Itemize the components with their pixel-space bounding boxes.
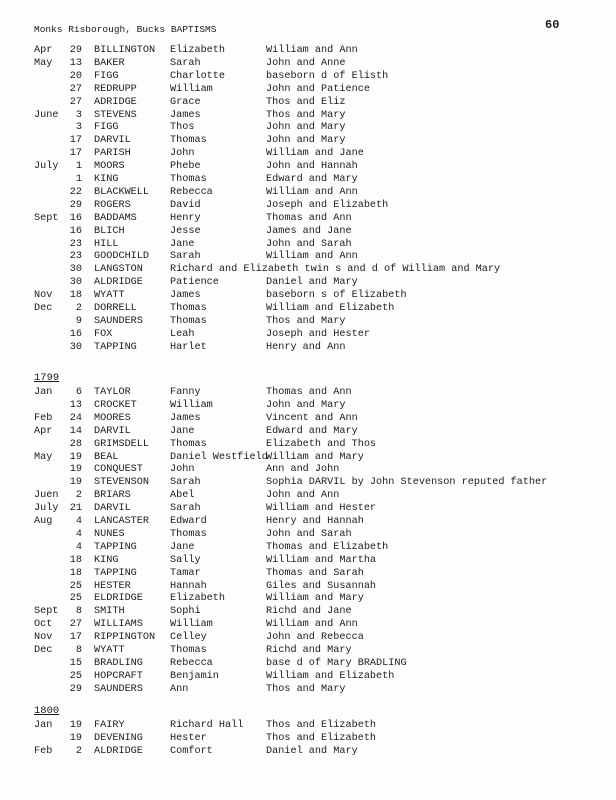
surname: ALDRIDGE [94,745,143,757]
surname: FAIRY [94,720,125,731]
day: 22 [69,186,82,198]
given-name: Jane [170,238,195,250]
parents: William and Ann [266,619,358,631]
surname: STEVENS [94,109,137,121]
day: 13 [69,57,82,69]
given-name: Thomas [170,315,207,327]
given-name: Elizabeth [170,45,226,56]
day: 18 [69,290,82,302]
parents: William and Hester [266,503,377,515]
parents: Joseph and Hester [266,328,370,340]
given-name: Richard Hall [170,720,244,731]
parents: William and Mary [266,451,364,463]
day: 25 [69,580,82,592]
given-name: Elizabeth [170,593,226,605]
day: 13 [69,399,82,411]
parents: Thos and Mary [266,683,346,695]
day: 19 [69,451,82,463]
parents: Richd and Mary [266,645,352,656]
day: 9 [75,315,82,327]
surname: NUNES [94,528,125,540]
day: 1 [75,161,82,173]
given-name: Thomas [170,174,207,185]
surname: REDRUPP [94,83,137,95]
surname: DARVIL [94,425,131,437]
month: Nov [34,290,53,302]
parents: John and Rebecca [266,632,364,644]
surname: BAKER [94,57,125,69]
day: 27 [69,619,82,631]
surname: MOORS [94,161,125,173]
given-name: Thos [170,122,195,134]
month: Aug [34,516,53,527]
day: 8 [75,645,82,656]
surname: PARISH [94,148,131,160]
surname: FIGG [94,122,119,134]
surname: DEVENING [94,732,143,744]
parents: John and Mary [266,399,346,411]
day: 1 [75,174,82,185]
day: 16 [69,212,82,224]
given-name: Hannah [170,580,207,592]
parents: William and Elizabeth [266,670,395,682]
parents: Vincent and Ann [266,412,358,424]
given-name: James [170,290,201,302]
parents: John and Mary [266,122,346,134]
given-name: Benjamin [170,670,219,682]
day: 18 [69,554,82,566]
day: 19 [69,477,82,489]
surname: LANCASTER [94,516,150,527]
surname: CONQUEST [94,464,143,476]
month: Jan [34,720,53,731]
given-name: Thomas [170,528,207,540]
day: 15 [69,657,82,669]
surname: ALDRIDGE [94,277,143,289]
parents: Thos and Elizabeth [266,720,377,731]
parents: Daniel and Mary [266,277,358,289]
parents: Thomas and Ann [266,387,352,398]
given-name: Grace [170,96,201,108]
given-name: Jane [170,541,195,553]
day: 21 [69,503,82,515]
day: 17 [69,148,82,160]
given-name: James [170,412,201,424]
month: May [34,57,53,69]
given-name: John [170,148,195,160]
surname: BRADLING [94,657,143,669]
surname: KING [94,554,119,566]
month: May [34,451,53,463]
parents: William and Martha [266,554,377,566]
day: 19 [69,720,82,731]
surname: SMITH [94,606,125,618]
given-name: Thomas [170,645,207,656]
parents: William and Jane [266,148,364,160]
parents: John and Hannah [266,161,358,173]
day: 6 [75,387,82,398]
year-heading: 1799 [34,372,60,384]
month: Jan [34,387,53,398]
given-name: Daniel Westfield [170,451,268,463]
month: Feb [34,412,53,424]
day: 23 [69,251,82,263]
given-name: Phebe [170,161,201,173]
month: Sept [34,212,59,224]
day: 4 [75,541,82,553]
surname: SAUNDERS [94,683,143,695]
day: 14 [69,425,82,437]
day: 3 [75,122,82,134]
given-name: Celley [170,632,207,644]
surname: CROCKET [94,399,137,411]
given-name: Richard and Elizabeth twin s and d of William and Mary [170,264,501,276]
year-heading: 1800 [34,705,60,717]
surname: WILLIAMS [94,619,143,631]
surname: HESTER [94,580,131,592]
parents: Henry and Hannah [266,516,364,527]
parents: John and Ann [266,490,340,502]
surname: TAYLOR [94,387,131,398]
month: July [34,503,59,515]
parents: William and Ann [266,45,358,56]
day: 2 [75,303,82,314]
day: 25 [69,593,82,605]
given-name: William [170,83,213,95]
parents: Thomas and Elizabeth [266,541,389,553]
month: Juen [34,490,59,502]
surname: ROGERS [94,199,131,211]
day: 2 [75,745,82,757]
day: 27 [69,83,82,95]
month: Oct [34,619,53,631]
day: 30 [69,341,82,353]
day: 29 [69,683,82,695]
page-number: 60 [545,18,560,32]
parents: Joseph and Elizabeth [266,199,389,211]
surname: LANGSTON [94,264,143,276]
surname: TAPPING [94,341,137,353]
parents: baseborn d of Elisth [266,70,389,82]
month: June [34,109,59,121]
surname: BEAL [94,451,119,463]
day: 3 [75,109,82,121]
given-name: Hester [170,732,207,744]
surname: BLICH [94,225,125,237]
surname: DARVIL [94,135,131,147]
given-name: Patience [170,277,219,289]
parents: John and Anne [266,57,346,69]
surname: BLACKWELL [94,186,150,198]
parents: Thos and Mary [266,315,346,327]
day: 19 [69,464,82,476]
given-name: Fanny [170,387,201,398]
given-name: Ann [170,683,189,695]
parents: Giles and Susannah [266,580,377,592]
parents: Thos and Elizabeth [266,732,377,744]
given-name: James [170,109,201,121]
surname: GRIMSDELL [94,438,150,450]
day: 16 [69,225,82,237]
given-name: Leah [170,328,195,340]
month: Apr [34,425,53,437]
surname: FIGG [94,70,119,82]
day: 17 [69,632,82,644]
parents: base d of Mary BRADLING [266,657,407,669]
given-name: William [170,619,213,631]
day: 2 [75,490,82,502]
parents: William and Mary [266,593,364,605]
surname: BRIARS [94,490,131,502]
parents: Thomas and Sarah [266,567,364,579]
day: 16 [69,328,82,340]
given-name: Charlotte [170,70,226,82]
given-name: Thomas [170,438,207,450]
parents: William and Ann [266,251,358,263]
day: 30 [69,264,82,276]
month: July [34,161,59,173]
parents: Edward and Mary [266,425,358,437]
parents: Thomas and Ann [266,212,352,224]
day: 27 [69,96,82,108]
parents: John and Sarah [266,238,352,250]
parents: Richd and Jane [266,606,352,618]
given-name: Sophi [170,606,201,618]
given-name: John [170,464,195,476]
given-name: Sarah [170,57,201,69]
month: Dec [34,645,53,656]
surname: TAPPING [94,567,137,579]
surname: WYATT [94,645,125,656]
given-name: Harlet [170,341,207,353]
parents: John and Sarah [266,528,352,540]
parents: Edward and Mary [266,174,358,185]
day: 29 [69,199,82,211]
parents: Sophia DARVIL by John Stevenson reputed father [266,477,548,489]
parents: Henry and Ann [266,341,346,353]
surname: BILLINGTON [94,45,156,56]
given-name: Thomas [170,135,207,147]
day: 18 [69,567,82,579]
day: 25 [69,670,82,682]
day: 23 [69,238,82,250]
surname: DARVIL [94,503,131,515]
day: 24 [69,412,82,424]
given-name: Sarah [170,503,201,515]
surname: GOODCHILD [94,251,150,263]
month: Nov [34,632,53,644]
parents: William and Elizabeth [266,303,395,314]
parents: baseborn s of Elizabeth [266,290,407,302]
surname: HOPCRAFT [94,670,143,682]
given-name: Henry [170,212,201,224]
page-header: Monks Risborough, Bucks BAPTISMS [34,24,217,35]
month: Apr [34,45,53,56]
surname: FOX [94,328,113,340]
surname: WYATT [94,290,125,302]
parents: Ann and John [266,464,340,476]
day: 4 [75,528,82,540]
surname: TAPPING [94,541,137,553]
surname: ADRIDGE [94,96,137,108]
day: 19 [69,732,82,744]
day: 4 [75,516,82,527]
surname: RIPPINGTON [94,632,156,644]
parents: Daniel and Mary [266,745,358,757]
day: 8 [75,606,82,618]
parents: James and Jane [266,225,352,237]
given-name: Jesse [170,225,201,237]
given-name: Abel [170,490,195,502]
parents: Thos and Eliz [266,96,346,108]
given-name: Edward [170,516,207,527]
surname: STEVENSON [94,477,150,489]
given-name: William [170,399,213,411]
parents: Thos and Mary [266,109,346,121]
given-name: Sally [170,554,201,566]
parents: John and Mary [266,135,346,147]
parents: William and Ann [266,186,358,198]
given-name: Sarah [170,477,201,489]
given-name: Comfort [170,745,213,757]
day: 17 [69,135,82,147]
surname: ELDRIDGE [94,593,143,605]
month: Feb [34,745,53,757]
given-name: Sarah [170,251,201,263]
surname: HILL [94,238,119,250]
surname: SAUNDERS [94,315,143,327]
day: 29 [69,45,82,56]
month: Sept [34,606,59,618]
day: 28 [69,438,82,450]
given-name: Tamar [170,567,201,579]
surname: BADDAMS [94,212,137,224]
given-name: Jane [170,425,195,437]
month: Dec [34,303,53,314]
given-name: David [170,199,201,211]
surname: KING [94,174,119,185]
parents: John and Patience [266,83,370,95]
day: 20 [69,70,82,82]
surname: DORRELL [94,303,137,314]
given-name: Rebecca [170,186,213,198]
day: 30 [69,277,82,289]
surname: MOORES [94,412,131,424]
given-name: Thomas [170,303,207,314]
parents: Elizabeth and Thos [266,438,377,450]
given-name: Rebecca [170,657,213,669]
